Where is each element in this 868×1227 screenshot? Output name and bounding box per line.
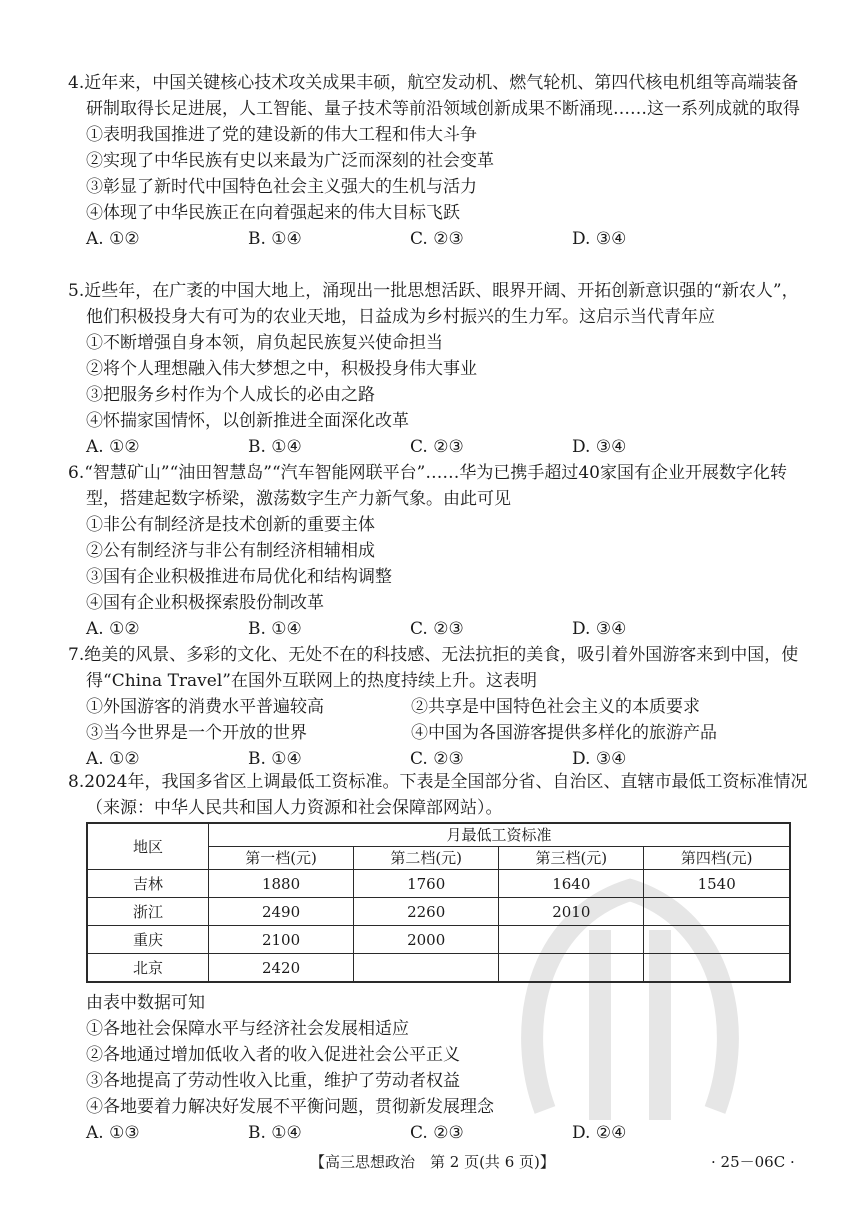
table-cell-region: 吉林 [87,870,209,898]
option-2: ②将个人理想融入伟大梦想之中，积极投身伟大事业 [86,359,477,379]
table-cell: 2260 [354,898,499,926]
option-4: ④各地要着力解决好发展不平衡问题，贯彻新发展理念 [86,1097,494,1117]
table-cell: 1640 [499,870,644,898]
question-8 [68,769,813,821]
choice-d: D. ③④ [572,749,627,769]
choice-d: D. ②④ [572,1123,627,1143]
question-4 [68,70,813,252]
choice-c: C. ②③ [410,749,464,769]
table-cell-region: 重庆 [87,926,209,954]
option-4: ④国有企业积极探索股份制改革 [86,593,324,613]
table-cell: 2490 [209,898,354,926]
table-header-tier-2: 第二档(元) [354,847,499,870]
answer-choices [68,226,813,252]
question-stem: 6.“智慧矿山”“油田智慧岛”“汽车智能网联平台”……华为已携手超过40家国有企业开展数字化转型，搭建起数字桥梁，激荡数字生产力新气象。由此可见 [68,463,787,509]
option-4: ④中国为各国游客提供多样化的旅游产品 [411,723,717,743]
choice-d: D. ③④ [572,437,627,457]
table-cell: 2000 [354,926,499,954]
question-8-options [86,990,816,1146]
choice-d: D. ③④ [572,229,627,249]
table-cell: 1760 [354,870,499,898]
question-7 [68,642,813,772]
table-header-region: 地区 [87,823,209,870]
table-cell [499,926,644,954]
table-header-tier-4: 第四档(元) [644,847,790,870]
choice-c: C. ②③ [410,1123,464,1143]
choice-c: C. ②③ [410,619,464,639]
table-row [87,926,790,954]
table-cell: 1540 [644,870,790,898]
option-1: ①不断增强自身本领，肩负起民族复兴使命担当 [86,333,443,353]
table-cell [499,954,644,983]
table-header-group: 月最低工资标准 [209,823,791,847]
choice-b: B. ①④ [248,229,302,249]
option-3: ③把服务乡村作为个人成长的必由之路 [86,385,375,405]
option-row [68,694,813,720]
choice-c: C. ②③ [410,229,464,249]
question-stem: 4.近年来，中国关键核心技术攻关成果丰硕，航空发动机、燃气轮机、第四代核电机组等高端装备研制取得长足进展，人工智能、量子技术等前沿领域创新成果不断涌现……这一系列成就的取得 [68,73,800,119]
table-cell [644,898,790,926]
option-2: ②共享是中国特色社会主义的本质要求 [411,697,700,717]
choice-b: B. ①④ [248,1123,302,1143]
table-row [87,870,790,898]
table-cell: 2010 [499,898,644,926]
table-header-tier-1: 第一档(元) [209,847,354,870]
table-cell [644,926,790,954]
option-2: ②公有制经济与非公有制经济相辅相成 [86,541,375,561]
option-3: ③彰显了新时代中国特色社会主义强大的生机与活力 [86,177,477,197]
option-2: ②实现了中华民族有史以来最为广泛而深刻的社会变革 [86,151,494,171]
choice-b: B. ①④ [248,619,302,639]
choice-b: B. ①④ [248,437,302,457]
table-cell: 2100 [209,926,354,954]
table-header-tier-3: 第三档(元) [499,847,644,870]
table-row [87,898,790,926]
question-6 [68,460,813,642]
choice-a: A. ①③ [86,1123,140,1143]
table-cell: 2420 [209,954,354,983]
question-prompt: 由表中数据可知 [86,993,205,1013]
choice-a: A. ①② [86,749,140,769]
table-cell-region: 浙江 [87,898,209,926]
question-stem: 7.绝美的风景、多彩的文化、无处不在的科技感、无法抗拒的美食，吸引着外国游客来到中国，使得“China Travel”在国外互联网上的热度持续上升。这表明 [68,645,799,691]
choice-a: A. ①② [86,619,140,639]
choice-b: B. ①④ [248,749,302,769]
option-3: ③当今世界是一个开放的世界 [86,723,307,743]
option-3: ③各地提高了劳动性收入比重，维护了劳动者权益 [86,1071,460,1091]
option-4: ④怀揣家国情怀，以创新推进全面深化改革 [86,411,409,431]
table-row [87,954,790,983]
answer-choices [68,616,813,642]
answer-choices [86,1120,816,1146]
exam-code: · 25－06C · [711,1153,795,1171]
option-2: ②各地通过增加低收入者的收入促进社会公平正义 [86,1045,460,1065]
question-stem: 5.近些年，在广袤的中国大地上，涌现出一批思想活跃、眼界开阔、开拓创新意识强的“新农人”，他们积极投身大有可为的农业天地，日益成为乡村振兴的生力军。这启示当代青年应 [68,281,799,327]
option-1: ①表明我国推进了党的建设新的伟大工程和伟大斗争 [86,125,477,145]
option-4: ④体现了中华民族正在向着强起来的伟大目标飞跃 [86,203,460,223]
option-1: ①非公有制经济是技术创新的重要主体 [86,515,375,535]
option-3: ③国有企业积极推进布局优化和结构调整 [86,567,392,587]
page-number: 【高三思想政治 第 2 页(共 6 页)】 [310,1153,555,1171]
choice-a: A. ①② [86,437,140,457]
table-cell [644,954,790,983]
answer-choices [68,434,813,460]
choice-d: D. ③④ [572,619,627,639]
choice-a: A. ①② [86,229,140,249]
choice-c: C. ②③ [410,437,464,457]
table-cell: 1880 [209,870,354,898]
table-cell [354,954,499,983]
option-1: ①外国游客的消费水平普遍较高 [86,697,324,717]
table-cell-region: 北京 [87,954,209,983]
question-5 [68,278,813,460]
option-row [68,720,813,746]
question-stem: 8.2024年，我国多省区上调最低工资标准。下表是全国部分省、自治区、直辖市最低工资标准情况（来源：中华人民共和国人力资源和社会保障部网站）。 [68,772,808,818]
option-1: ①各地社会保障水平与经济社会发展相适应 [86,1019,409,1039]
min-wage-table [86,822,791,983]
